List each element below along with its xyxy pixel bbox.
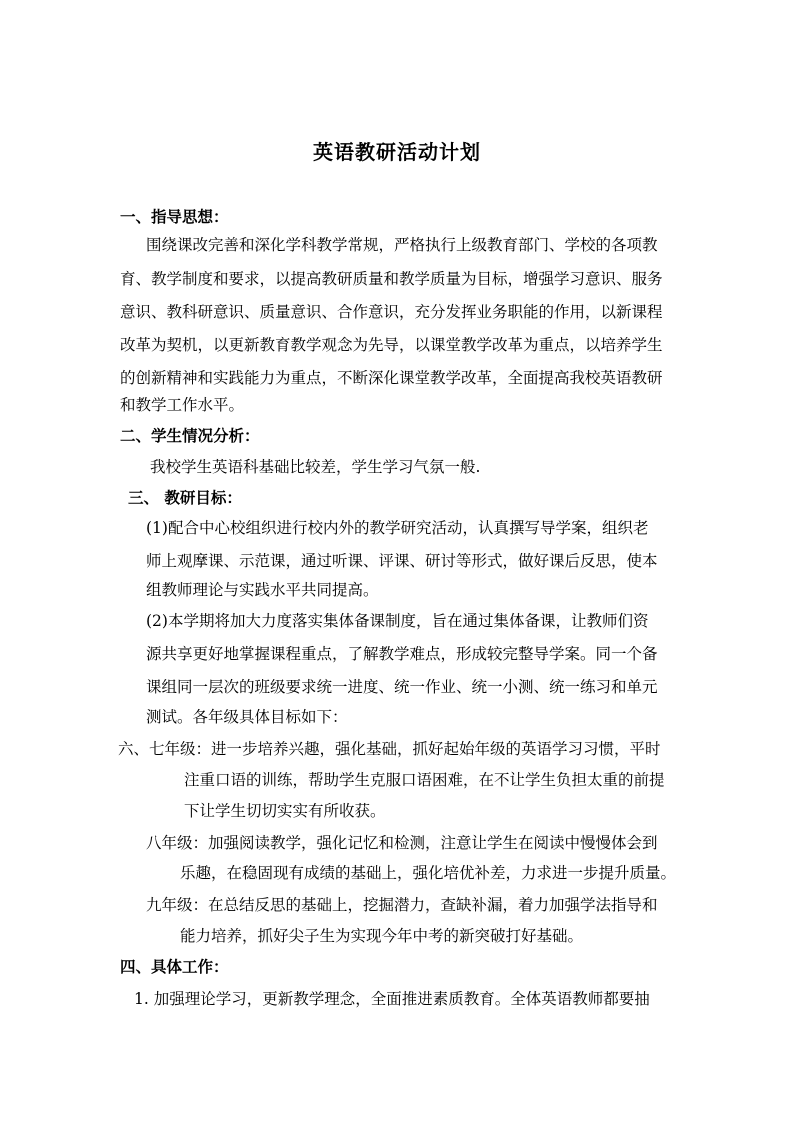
paragraph-line: 围绕课改完善和深化学科教学常规，严格执行上级教育部门、学校的各项教 <box>146 236 658 254</box>
paragraph-line: 我校学生英语科基础比较差，学生学习气氛一般. <box>150 458 481 476</box>
paragraph-line: 改革为契机，以更新教育教学观念为先导，以课堂教学改革为重点，以培养学生 <box>120 336 663 354</box>
paragraph-line: (1)配合中心校组织进行校内外的教学研究活动，认真撰写导学案，组织老 <box>146 519 649 537</box>
paragraph-line: 乐趣，在稳固现有成绩的基础上，强化培优补差，力求进一步提升质量。 <box>180 864 677 882</box>
paragraph-line: 课组同一层次的班级要求统一进度、统一作业、统一小测、统一练习和单元 <box>146 678 658 696</box>
paragraph-line: 师上观摩课、示范课，通过听课、评课、研讨等形式，做好课后反思，使本 <box>146 552 658 570</box>
document-title: 英语教研活动计划 <box>313 140 481 164</box>
section-heading-goals: 三、 教研目标： <box>128 488 242 507</box>
paragraph-line: 八年级：加强阅读教学，强化记忆和检测，注意让学生在阅读中慢慢体会到 <box>146 834 658 852</box>
section-heading-guiding: 一、指导思想： <box>120 207 229 226</box>
paragraph-line: 六、七年级：进一步培养兴趣，强化基础，抓好起始年级的英语学习习惯，平时 <box>118 740 661 758</box>
paragraph-line: (2)本学期将加大力度落实集体备课制度，旨在通过集体备课，让教师们资 <box>146 612 649 630</box>
paragraph-line: 和教学工作水平。 <box>120 396 245 414</box>
paragraph-line: 1. 加强理论学习，更新教学理念，全面推进素质教育。全体英语教师都要抽 <box>134 990 650 1008</box>
paragraph-line: 的创新精神和实践能力为重点，不断深化课堂教学改革，全面提高我校英语教研 <box>120 369 663 387</box>
section-heading-students: 二、学生情况分析： <box>120 426 260 445</box>
paragraph-line: 九年级：在总结反思的基础上，挖掘潜力，查缺补漏，着力加强学法指导和 <box>146 896 658 914</box>
paragraph-line: 下让学生切切实实有所收获。 <box>184 802 386 820</box>
paragraph-line: 意识、教科研意识、质量意识、合作意识，充分发挥业务职能的作用，以新课程 <box>120 303 663 321</box>
paragraph-line: 注重口语的训练，帮助学生克服口语困难，在不让学生负担太重的前提 <box>184 771 665 789</box>
paragraph-line: 育、教学制度和要求，以提高教研质量和教学质量为目标，增强学习意识、服务 <box>120 270 663 288</box>
paragraph-line: 组教师理论与实践水平共同提高。 <box>146 581 379 599</box>
paragraph-line: 能力培养，抓好尖子生为实现今年中考的新突破打好基础。 <box>180 927 584 945</box>
paragraph-line: 源共享更好地掌握课程重点，了解教学难点，形成较完整导学案。同一个备 <box>146 645 658 663</box>
paragraph-line: 测试。各年级具体目标如下： <box>146 708 348 726</box>
section-heading-work: 四、具体工作： <box>120 957 229 976</box>
